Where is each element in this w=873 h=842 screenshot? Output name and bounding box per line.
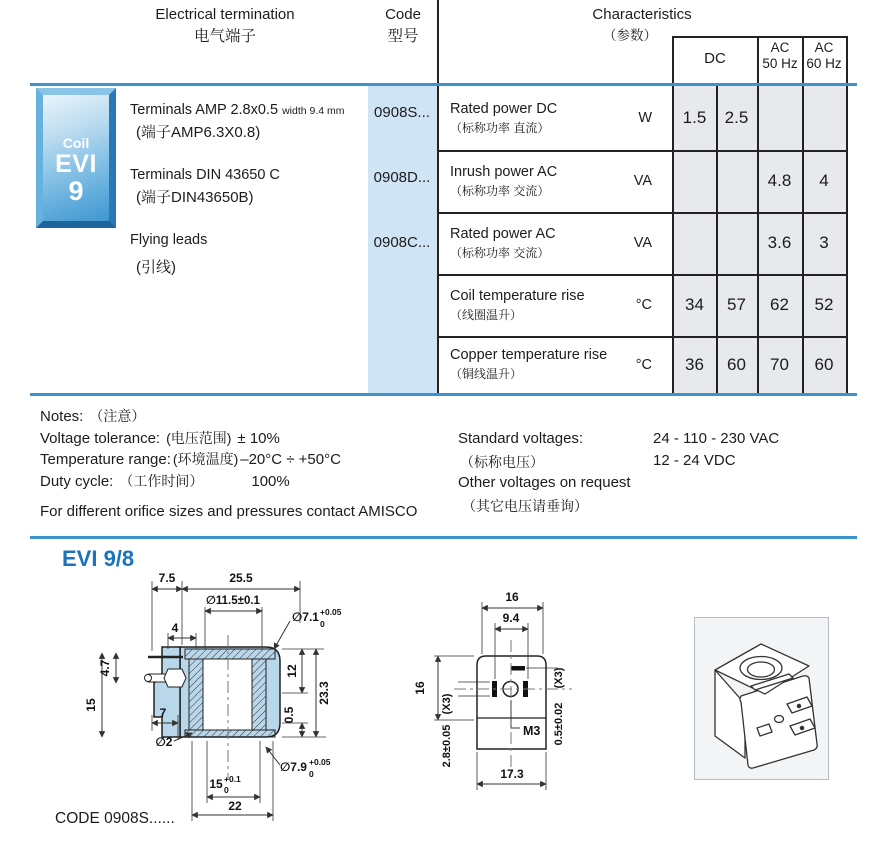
dim-7: 7 <box>159 706 167 720</box>
dim-9-4: 9.4 <box>502 611 520 625</box>
dim-m3: M3 <box>523 724 541 738</box>
dim-17-3: 17.3 <box>500 767 524 781</box>
header-characteristics-en: Characteristics <box>592 6 692 23</box>
dim-dia-7-1-tol-dn: 0 <box>320 619 325 629</box>
subheader-left-border <box>672 36 674 84</box>
note-duty-cycle <box>40 471 290 491</box>
code-0908d: 0908D... <box>373 169 431 186</box>
standard-voltages-label: Standard voltages: <box>458 430 584 447</box>
badge-coil-label: Coil <box>62 135 90 151</box>
iso-front-hole <box>775 716 784 723</box>
value-cell: 36 <box>685 355 704 374</box>
note-label: Duty cycle: <box>40 473 114 490</box>
column-header-ac50-line2: 50 Hz <box>762 56 798 71</box>
value-cell: 2.5 <box>724 108 749 127</box>
drawing-code-caption: CODE 0908S...... <box>55 810 175 827</box>
dim-dia-7-9-tol-dn: 0 <box>309 769 314 779</box>
terminal-pin-end <box>145 675 152 682</box>
row-unit: VA <box>633 235 652 251</box>
row-inrush-power-ac <box>450 150 635 212</box>
dim-15-vertical: 15 <box>84 698 98 712</box>
dim-15-bottom-tol-dn: 0 <box>224 785 229 795</box>
termination-leads-label: Flying leads <box>130 232 208 248</box>
notes-title-en: Notes: <box>40 408 84 425</box>
row-label-zh: （标称功率 交流） <box>450 183 550 198</box>
row-label: Rated power AC <box>450 225 556 242</box>
column-header-dc: DC <box>704 50 726 67</box>
standard-voltages-ac: 24 - 110 - 230 VAC <box>653 430 780 447</box>
value-cell: 34 <box>685 295 704 314</box>
code-0908s: 0908S... <box>374 104 430 121</box>
termination-amp <box>130 102 345 142</box>
value-cell: 70 <box>770 355 789 374</box>
row-unit: VA <box>633 173 652 189</box>
header-electrical-termination-zh: 电气端子 <box>193 28 257 45</box>
value-cell: 3.6 <box>767 233 792 252</box>
value-cell: 1.5 <box>682 108 707 127</box>
note-voltage-tolerance <box>40 428 280 448</box>
subheader-top-border <box>672 36 848 38</box>
row-unit: W <box>638 110 652 126</box>
terminal-slot-top <box>511 666 525 671</box>
dim-dia-7-9-tol-up: +0.05 <box>309 757 331 767</box>
winding-hatch-left <box>189 659 203 730</box>
coil-badge <box>36 88 116 228</box>
value-cell: 57 <box>727 295 746 314</box>
other-voltages-label-zh: （其它电压请垂询） <box>462 498 588 514</box>
dim-12: 12 <box>285 664 299 678</box>
dim-15-bottom: 15 <box>209 777 223 791</box>
termination-amp-note: width 9.4 mm <box>282 105 345 117</box>
dim-4: 4 <box>171 621 179 635</box>
front-view-drawing <box>410 582 615 807</box>
termination-amp-label: Terminals AMP 2.8x0.5 <box>130 102 279 118</box>
row-label-zh: （标称功率 交流） <box>450 245 550 260</box>
notes-title <box>40 406 145 426</box>
notes-title-zh: （注意） <box>89 408 146 424</box>
value-cell: 4.8 <box>767 171 792 190</box>
row-label: Rated power DC <box>450 100 558 117</box>
note-label-zh: (环境温度) <box>172 451 239 467</box>
row-label: Copper temperature rise <box>450 347 608 363</box>
row-label: Coil temperature rise <box>450 287 585 304</box>
table-bottom-accent-line <box>30 393 857 396</box>
dim-23-3: 23.3 <box>317 681 331 705</box>
badge-model-label: EVI <box>55 150 97 178</box>
termination-din-label: Terminals DIN 43650 C <box>130 167 280 183</box>
value-cell: 4 <box>819 171 829 190</box>
iso-blade-hole-1 <box>797 704 800 707</box>
row-copper-temp-rise <box>450 336 635 393</box>
iso-blade-hole-2 <box>800 726 803 729</box>
dim-dia-2: ∅2 <box>155 735 173 749</box>
note-label: Temperature range: <box>40 451 171 468</box>
termination-leads-label-zh: (引线) <box>136 259 176 276</box>
header-characteristics-zh: （参数） <box>603 28 657 43</box>
standard-voltages-label-zh: （标称电压） <box>460 454 544 470</box>
standard-voltages-dc: 12 - 24 VDC <box>653 452 736 469</box>
row-rated-power-dc <box>450 86 635 150</box>
code-0908c: 0908C... <box>373 234 431 251</box>
note-label-zh: （工作时间） <box>119 473 204 489</box>
row-coil-temp-rise <box>450 274 635 336</box>
row-label-zh: （铜线温升） <box>450 367 523 381</box>
drawing-title: EVI 9/8 <box>62 546 135 571</box>
isometric-coil-drawing <box>695 618 828 779</box>
dim-4-7: 4.7 <box>98 659 112 677</box>
dim-16-top: 16 <box>505 590 519 604</box>
dim-7-5: 7.5 <box>158 571 176 585</box>
column-header-ac60-line2: 60 Hz <box>806 56 842 71</box>
row-unit: °C <box>635 297 652 313</box>
row-unit: °C <box>635 356 652 373</box>
header-code-en: Code <box>385 6 421 23</box>
termination-din <box>130 167 280 207</box>
winding-hatch-bottom <box>185 730 275 737</box>
row-label-zh: （线圈温升） <box>450 307 523 322</box>
dim-x3-left: (X3) <box>441 693 453 715</box>
value-cell: 3 <box>819 233 829 252</box>
subheader-divider-1 <box>757 36 759 84</box>
subheader-divider-2 <box>802 36 804 84</box>
header-code-zh: 型号 <box>387 28 419 45</box>
iso-left-face <box>715 670 745 758</box>
iso-top-bore-inner <box>748 662 775 677</box>
note-label: Voltage tolerance: <box>40 430 161 447</box>
terminal-nut <box>164 669 186 687</box>
note-label-zh: (电压范围) <box>166 430 232 446</box>
value-cell: 62 <box>770 295 789 314</box>
subheader-right-border <box>846 36 848 84</box>
note-value: –20°C ÷ +50°C <box>240 451 341 468</box>
code-characteristics-divider <box>437 0 439 393</box>
termination-leads <box>130 232 207 277</box>
note-temperature-range <box>40 449 341 469</box>
value-cell: 60 <box>814 355 834 374</box>
termination-din-label-zh: (端子DIN43650B) <box>136 189 254 206</box>
dim-dia-7-9: ∅7.9 <box>280 760 307 774</box>
column-header-ac50-line1: AC <box>770 40 790 55</box>
row-label: Inrush power AC <box>450 163 558 180</box>
row-label-zh: （标称功率 直流） <box>450 120 550 135</box>
value-cell: 60 <box>727 355 746 374</box>
section-divider-line <box>30 536 857 539</box>
row-rated-power-ac <box>450 212 635 274</box>
badge-size-label: 9 <box>68 176 84 206</box>
dim-16-left: 16 <box>413 681 427 695</box>
dim-2-8: 2.8±0.05 <box>441 724 453 768</box>
isometric-view-box <box>694 617 829 780</box>
dim-25-5: 25.5 <box>229 571 253 585</box>
winding-hatch-top <box>185 649 275 659</box>
dim-0-5-right: 0.5±0.02 <box>553 702 565 746</box>
dim-15-bottom-tol-up: +0.1 <box>224 774 241 784</box>
dim-dia-11-5: ∅11.5±0.1 <box>206 595 260 607</box>
winding-hatch-right <box>252 659 266 730</box>
dim-22: 22 <box>228 799 242 813</box>
dim-x3-right: (X3) <box>553 667 565 689</box>
side-view-drawing <box>50 565 360 840</box>
termination-amp-label-zh: (端子AMP6.3X0.8) <box>136 124 261 141</box>
header-electrical-termination-en: Electrical termination <box>155 6 295 23</box>
other-voltages-label: Other voltages on request <box>458 474 631 491</box>
body-col-line-4 <box>846 86 848 393</box>
column-header-ac60-line1: AC <box>814 40 834 55</box>
dim-dia-7-1-tol-up: +0.05 <box>320 607 342 617</box>
dim-dia-7-1: ∅7.1 <box>292 610 319 624</box>
note-value: 100% <box>251 473 290 490</box>
note-contact: For different orifice sizes and pressures contact AMISCO <box>40 503 418 520</box>
dim-0-5: 0.5 <box>282 706 296 724</box>
note-value: ± 10% <box>237 430 280 447</box>
value-cell: 52 <box>814 295 834 314</box>
